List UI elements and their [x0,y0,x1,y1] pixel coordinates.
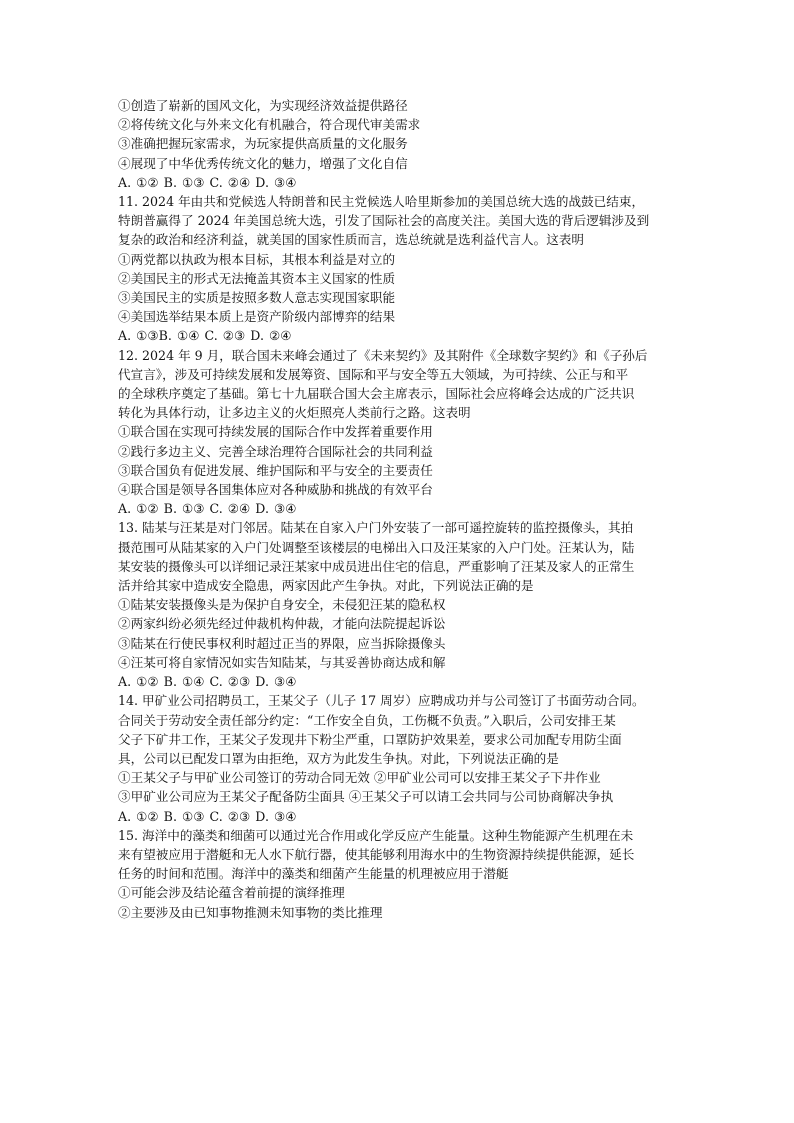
q12-stem-line-2: 代宣言》，涉及可持续发展和发展筹资、国际和平与安全等五大领域，为可持续、公正与和平 [118,366,629,382]
q12-options: A. ①② B. ①③ C. ②④ D. ③④ [118,501,297,517]
q14-options: A. ①② B. ①③ C. ②③ D. ③④ [118,808,297,824]
q12-stem-line-4: 转化为具体行动，让多边主义的火炬照亮人类前行之路。这表明 [118,405,471,421]
question-14 [118,691,678,825]
q10-choice-4: ④展现了中华优秀传统文化的魅力，增强了文化自信 [118,155,408,171]
q12-stem-line-3: 的全球秩序奠定了基础。第七十九届联合国大会主席表示，国际社会应将峰会达成的广泛共识 [118,386,635,402]
q15-stem-line-1: 15. 海洋中的藻类和细菌可以通过光合作用或化学反应产生能量。这种生物能源产生机理在未 [118,827,634,843]
q13-options: A. ①② B. ①④ C. ②③ D. ③④ [118,674,297,690]
q12-choice-2: ②践行多边主义、完善全球治理符合国际社会的共同利益 [118,443,433,459]
q11-stem-line-2: 特朗普赢得了 2024 年美国总统大选，引发了国际社会的高度关注。美国大选的背后逻辑涉及到 [118,213,650,229]
q12-choice-1: ①联合国在实现可持续发展的国际合作中发挥着重要作用 [118,424,433,440]
q12-stem-line-1: 12. 2024 年 9 月，联合国未来峰会通过了《未来契约》及其附件《全球数字契约》和《子孙后 [118,347,648,363]
q13-choice-3: ③陆某在行使民事权利时超过正当的界限，应当拆除摄像头 [118,635,446,651]
q13-stem-line-3: 某安装的摄像头可以详细记录汪某家中成员进出住宅的信息，严重影响了汪某及家人的正常生 [118,558,635,574]
q15-stem-line-2: 来有望被应用于潜艇和无人水下航行器，使其能够利用海水中的生物资源持续提供能源，延长 [118,846,635,862]
q13-stem-line-1: 13. 陆某与汪某是对门邻居。陆某在自家入户门外安装了一部可遥控旋转的监控摄像头，其拍 [118,520,634,536]
q11-stem-line-3: 复杂的政治和经济利益，就美国的国家性质而言，选总统就是选利益代言人。这表明 [118,232,584,248]
q10-choice-1: ①创造了崭新的国风文化，为实现经济效益提供路径 [118,98,408,113]
question-12 [118,346,678,519]
q14-choices-row-1: ①王某父子与甲矿业公司签订的劳动合同无效 ②甲矿业公司可以安排王某父子下井作业 [118,770,601,786]
q15-choice-2: ②主要涉及由已知事物推测未知事物的类比推理 [118,904,383,920]
q10-options: A. ①② B. ①③ C. ②④ D. ③④ [118,174,297,190]
q11-choice-3: ③美国民主的实质是按照多数人意志实现国家职能 [118,290,396,306]
q13-choice-4: ④汪某可将自家情况如实告知陆某，与其妥善协商达成和解 [118,654,446,670]
q12-choice-4: ④联合国是领导各国集体应对各种威胁和挑战的有效平台 [118,482,433,498]
q14-stem-line-4: 具，公司以已配发口罩为由拒绝，双方为此发生争执。对此，下列说法正确的是 [118,750,559,766]
q15-stem-line-3: 任务的时间和范围。海洋中的藻类和细菌产生能量的机理被应用于潜艇 [118,866,509,882]
question-15 [118,826,678,922]
question-10 [118,96,678,192]
q11-choice-1: ①两党都以执政为根本目标，其根本利益是对立的 [118,251,396,267]
question-13 [118,518,678,691]
q11-stem-line-1: 11. 2024 年由共和党候选人特朗普和民主党候选人哈里斯参加的美国总统大选的战鼓已结束， [118,194,645,210]
q13-choice-2: ②两家纠纷必须先经过仲裁机构仲裁，才能向法院提起诉讼 [118,616,446,632]
q11-choice-4: ④美国选举结果本质上是资产阶级内部博弈的结果 [118,309,396,325]
q11-options: A. ①③B. ①④ C. ②③ D. ②④ [118,328,292,344]
q11-choice-2: ②美国民主的形式无法掩盖其资本主义国家的性质 [118,270,396,286]
q14-choices-row-2: ③甲矿业公司应为王某父子配备防尘面具 ④王某父子可以请工会共同与公司协商解决争执 [118,789,614,805]
q13-stem-line-4: 活并给其家中造成安全隐患，两家因此产生争执。对此，下列说法正确的是 [118,578,534,594]
q10-choice-2: ②将传统文化与外来文化有机融合，符合现代审美需求 [118,117,421,133]
q12-choice-3: ③联合国负有促进发展、维护国际和平与安全的主要责任 [118,462,433,478]
q14-stem-line-2: 合同关于劳动安全责任部分约定：“工作安全自负，工伤概不负责。”入职后，公司安排王某 [118,712,616,728]
question-11 [118,192,678,346]
q10-choice-3: ③准确把握玩家需求，为玩家提供高质量的文化服务 [118,136,408,152]
q15-choice-1: ①可能会涉及结论蕴含着前提的演绎推理 [118,885,345,901]
q13-stem-line-2: 摄范围可从陆某家的入户门处调整至该楼层的电梯出入口及汪某家的入户门处。汪某认为，陆 [118,539,635,555]
q14-stem-line-1: 14. 甲矿业公司招聘员工，王某父子（儿子 17 周岁）应聘成功并与公司签订了书面劳动合同。 [118,693,645,709]
q13-choice-1: ①陆某安装摄像头是为保护自身安全，未侵犯汪某的隐私权 [118,597,446,613]
q14-stem-line-3: 父子下矿井工作，王某父子发现井下粉尘严重，口罩防护效果差，要求公司加配专用防尘面 [118,731,622,747]
question-list [118,96,678,922]
